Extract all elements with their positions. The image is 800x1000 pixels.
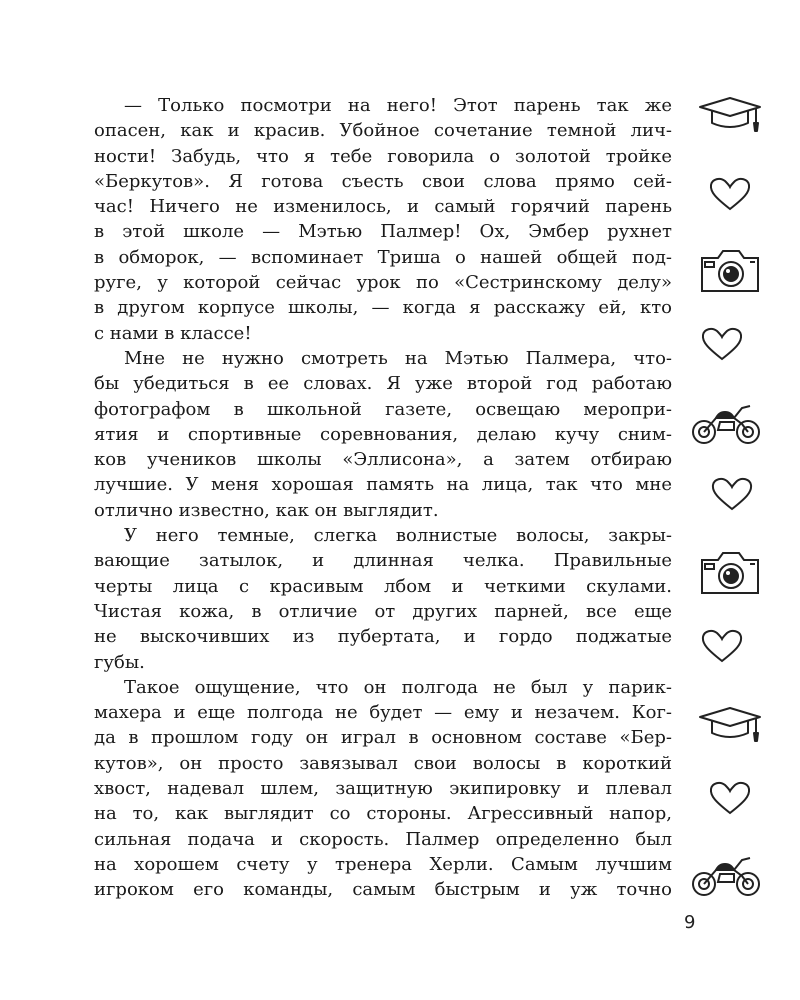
margin-decorations — [688, 0, 768, 1000]
text-line: хвост, надевал шлем, защитную экипировку и плевал — [94, 778, 672, 800]
text-line: махера и еще полгода не будет — ему и незачем. Ког- — [94, 702, 672, 724]
graduation-cap-icon — [696, 705, 764, 745]
text-line: в этой школе — Мэтью Палмер! Ох, Эмбер рухнет — [94, 221, 672, 243]
text-line: кутов», он просто завязывал свои волосы в короткий — [94, 752, 672, 774]
text-line: вающие затылок, и длинная челка. Правильные — [94, 550, 672, 572]
text-line: фотографом в школьной газете, освещаю меропри- — [94, 398, 672, 420]
paragraph — [94, 346, 672, 523]
heart-icon — [708, 780, 752, 816]
text-line: Такое ощущение, что он полгода не был у парик- — [124, 676, 672, 698]
paragraph — [94, 675, 672, 903]
text-line: лучшие. У меня хорошая память на лица, так что мне — [94, 474, 672, 496]
text-line: — Только посмотри на него! Этот парень так же — [124, 95, 672, 116]
heart-icon — [700, 628, 744, 664]
text-line: Чистая кожа, в отличие от других парней, все еще — [94, 600, 672, 622]
motorcycle-icon — [690, 852, 762, 898]
heart-icon — [710, 476, 754, 512]
heart-icon — [700, 326, 744, 362]
heart-icon — [708, 176, 752, 212]
text-line: игроком его команды, самым быстрым и уж точно — [94, 879, 672, 901]
text-line: ятия и спортивные соревнования, делаю кучу сним- — [94, 423, 672, 445]
text-line: бы убедиться в ее словах. Я уже второй год работаю — [94, 373, 672, 395]
text-line: в другом корпусе школы, — когда я расскажу ей, кто — [94, 297, 672, 319]
text-line: опасен, как и красив. Убойное сочетание темной лич- — [94, 120, 672, 142]
text-line: не выскочивших из пубертата, и гордо поджатые — [94, 626, 672, 648]
motorcycle-icon — [690, 400, 762, 446]
text-line: на то, как выглядит со стороны. Агрессивный напор, — [94, 803, 672, 825]
page-number: 9 — [684, 912, 696, 933]
graduation-cap-icon — [696, 95, 764, 135]
camera-icon — [698, 550, 762, 596]
text-line: черты лица с красивым лбом и четкими скулами. — [94, 575, 672, 597]
paragraph — [94, 523, 672, 675]
paragraph — [94, 93, 672, 346]
text-line: с нами в классе! — [94, 322, 252, 344]
text-line: час! Ничего не изменилось, и самый горячий парень — [94, 196, 672, 218]
text-line: руге, у которой сейчас урок по «Сестринскому делу» — [94, 272, 672, 294]
body-text — [94, 93, 672, 903]
text-line: отлично известно, как он выглядит. — [94, 499, 439, 521]
text-line: У него темные, слегка волнистые волосы, закры- — [124, 525, 672, 547]
text-line: на хорошем счету у тренера Херли. Самым лучшим — [94, 853, 672, 875]
text-line: ков учеников школы «Эллисона», а затем отбираю — [94, 449, 672, 471]
text-line: ности! Забудь, что я тебе говорила о золотой тройке — [94, 145, 672, 167]
text-line: Мне не нужно смотреть на Мэтью Палмера, что- — [124, 347, 672, 369]
text-line: да в прошлом году он играл в основном составе «Бер- — [94, 727, 672, 749]
camera-icon — [698, 248, 762, 294]
text-line: сильная подача и скорость. Палмер определенно был — [94, 828, 672, 850]
text-line: в обморок, — вспоминает Триша о нашей общей под- — [94, 246, 672, 268]
text-line: «Беркутов». Я готова съесть свои слова прямо сей- — [94, 170, 672, 192]
text-line: губы. — [94, 651, 145, 673]
